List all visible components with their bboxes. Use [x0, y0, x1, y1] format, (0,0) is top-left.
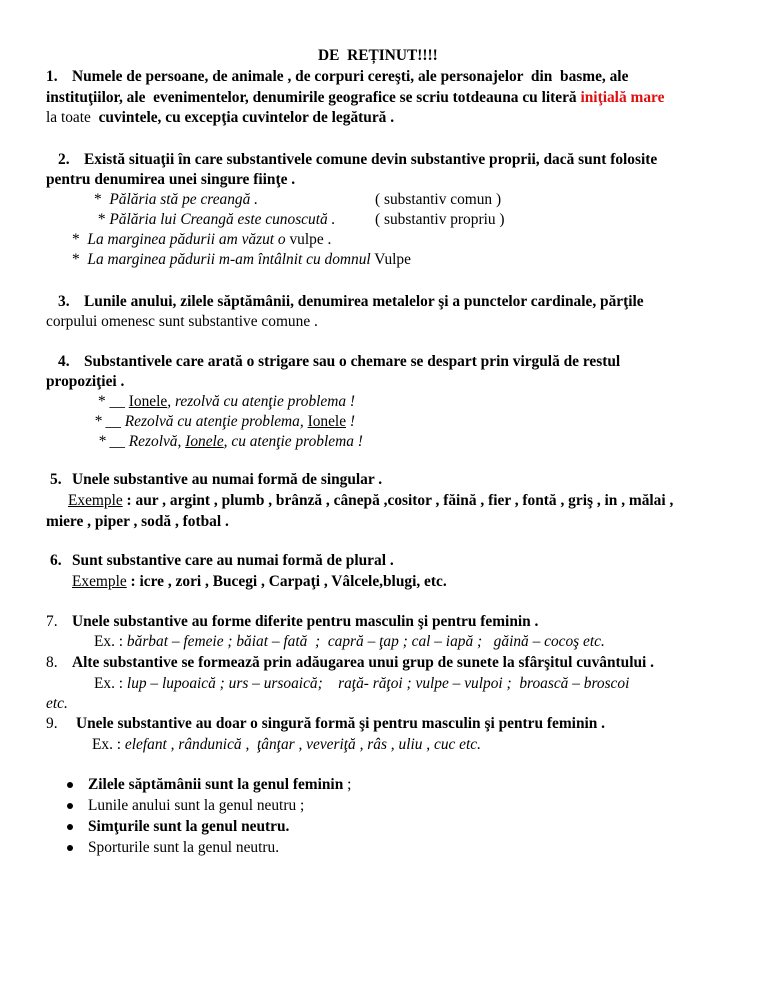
- highlight-initiala-mare: iniţială mare: [580, 89, 665, 106]
- example-8-line-3: etc.: [46, 695, 68, 712]
- item-3-number: 3.: [58, 293, 70, 310]
- item-1-line-1: Numele de persoane, de animale , de corpuri cereşti, ale personajelor din basme, ale: [72, 68, 629, 85]
- example-4-3: * __ Rezolvă, Ionele, cu atenţie problema !: [98, 433, 363, 450]
- item-5-number: 5.: [50, 471, 62, 488]
- example-2-1-note: ( substantiv comun ): [375, 191, 502, 208]
- example-4-1: * __ Ionele, rezolvă cu atenţie problema !: [98, 393, 356, 410]
- example-2-2: * Pălăria lui Creangă este cunoscută .: [94, 211, 336, 228]
- item-7-number: 7.: [46, 613, 58, 630]
- bullet-dot-1: [67, 782, 73, 788]
- example-4-2: * __ Rezolvă cu atenţie problema, Ionele !: [94, 413, 356, 430]
- example-7-line: Ex. : bărbat – femeie ; băiat – fată ; capră – ţap ; cal – iapă ; găină – cocoş etc.: [94, 633, 605, 650]
- bullet-2: Lunile anului sunt la genul neutru ;: [88, 797, 305, 814]
- example-2-3: * La marginea pădurii am văzut o vulpe .: [72, 231, 332, 248]
- item-5-line-3: miere , piper , sodă , fotbal .: [46, 513, 229, 530]
- item-3-line-1: Lunile anului, zilele săptămânii, denumirea metalelor şi a punctelor cardinale, părţile: [84, 293, 644, 310]
- example-8-line: Ex. : lup – lupoaică ; urs – ursoaică; raţă- răţoi ; vulpe – vulpoi ; broască – broscoi: [94, 675, 630, 692]
- item-2-line-1: Există situaţii în care substantivele comune devin substantive proprii, dacă sunt folosite: [84, 151, 658, 168]
- item-9-number: 9.: [46, 715, 58, 732]
- item-4-line-2: propoziţiei .: [46, 373, 125, 390]
- bullet-4: Sporturile sunt la genul neutru.: [88, 839, 280, 856]
- bullet-1: Zilele săptămânii sunt la genul feminin ;: [88, 776, 352, 793]
- item-1-number: 1.: [46, 68, 58, 85]
- item-6-number: 6.: [50, 552, 62, 569]
- example-5-label-line: Exemple : aur , argint , plumb , brânză , cânepă ,cositor , făină , fier , fontă , griş , in , mălai ,: [68, 492, 674, 509]
- example-2-1: * Pălăria stă pe creangă .: [94, 191, 259, 208]
- item-1-line-3: la toate cuvintele, cu excepţia cuvintelor de legătură .: [46, 109, 395, 126]
- item-9-line-1: Unele substantive au doar o singură formă şi pentru masculin şi pentru feminin .: [76, 715, 606, 732]
- exemple-label: Exemple: [68, 492, 123, 509]
- item-3-line-2: corpului omenesc sunt substantive comune .: [46, 313, 318, 330]
- item-7-line-1: Unele substantive au forme diferite pentru masculin şi pentru feminin .: [72, 613, 539, 630]
- item-1-line-2: instituţiilor, ale evenimentelor, denumirile geografice se scriu totdeauna cu literă iniţială mare: [46, 89, 665, 106]
- bullet-3: Simţurile sunt la genul neutru.: [88, 818, 290, 835]
- example-2-4: * La marginea pădurii m-am întâlnit cu domnul Vulpe: [72, 251, 411, 268]
- item-6-line-1: Sunt substantive care au numai formă de plural .: [72, 552, 394, 569]
- page-title: DE REȚINUT!!!!: [318, 47, 438, 64]
- item-2-line-2: pentru denumirea unei singure fiinţe .: [46, 171, 296, 188]
- item-8-line-1: Alte substantive se formează prin adăugarea unui grup de sunete la sfârşitul cuvântului .: [72, 654, 655, 671]
- example-9-line: Ex. : elefant , rândunică , ţânţar , veveriţă , râs , uliu , cuc etc.: [92, 736, 481, 753]
- example-2-2-note: ( substantiv propriu ): [375, 211, 505, 228]
- bullet-dot-4: [67, 845, 73, 851]
- item-2-number: 2.: [58, 151, 70, 168]
- bullet-dot-3: [67, 824, 73, 830]
- item-8-number: 8.: [46, 654, 58, 671]
- item-4-line-1: Substantivele care arată o strigare sau o chemare se despart prin virgulă de restul: [84, 353, 621, 370]
- item-4-number: 4.: [58, 353, 70, 370]
- example-6-line: Exemple : icre , zori , Bucegi , Carpaţi , Vâlcele,blugi, etc.: [72, 573, 447, 590]
- bullet-dot-2: [67, 803, 73, 809]
- item-5-line-1: Unele substantive au numai formă de singular .: [72, 471, 383, 488]
